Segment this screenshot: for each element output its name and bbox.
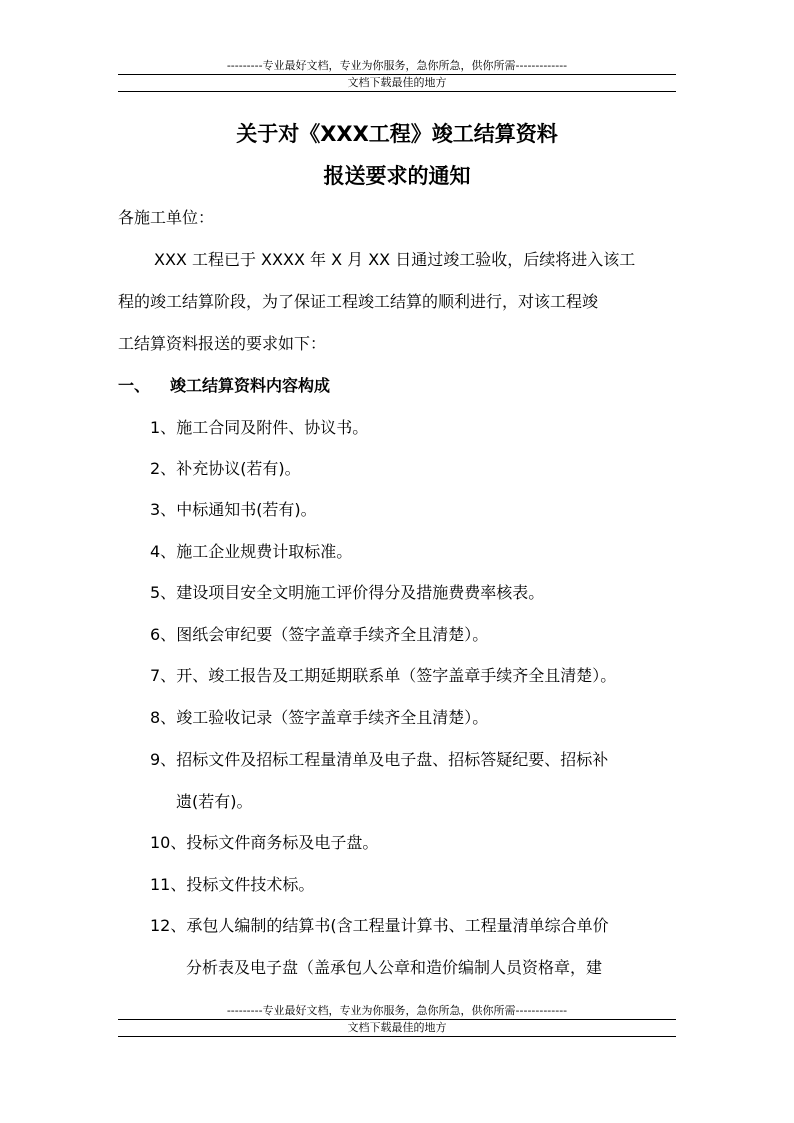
footer-subtitle: 文档下载最佳的地方 bbox=[118, 1020, 676, 1037]
intro-line-2: 程的竣工结算阶段，为了保证工程竣工结算的顺利进行，对该工程竣 bbox=[118, 292, 599, 311]
list-item-continuation: 遗(若有)。 bbox=[176, 792, 253, 811]
item-text: 招标文件及招标工程量清单及电子盘、招标答疑纪要、招标补 bbox=[176, 750, 609, 769]
section-number: 一、 bbox=[118, 376, 151, 395]
item-text: 建设项目安全文明施工评价得分及措施费费率核表。 bbox=[176, 583, 545, 602]
section-title: 竣工结算资料内容构成 bbox=[170, 376, 331, 395]
item-number: 9、 bbox=[150, 750, 177, 769]
item-text: 承包人编制的结算书(含工程量计算书、工程量清单综合单价 bbox=[186, 916, 609, 935]
item-number: 6、 bbox=[150, 625, 177, 644]
intro-line-1: XXX 工程已于 XXXX 年 X 月 XX 日通过竣工验收，后续将进入该工 bbox=[154, 250, 636, 269]
intro-line-3: 工结算资料报送的要求如下： bbox=[118, 334, 327, 353]
item-number: 10、 bbox=[150, 833, 187, 852]
item-number: 2、 bbox=[150, 459, 177, 478]
list-item bbox=[150, 456, 301, 479]
item-number: 3、 bbox=[150, 500, 177, 519]
list-item bbox=[150, 415, 368, 438]
document-title-line1: 关于对《XXX工程》竣工结算资料 bbox=[236, 122, 558, 146]
header-slogan: ---------专业最好文档，专业为你服务，急你所急，供你所需------------- bbox=[118, 58, 676, 75]
salutation: 各施工单位： bbox=[118, 208, 215, 227]
item-number: 8、 bbox=[150, 708, 177, 727]
list-item bbox=[150, 539, 352, 562]
item-number: 11、 bbox=[150, 875, 187, 894]
page-header bbox=[118, 58, 676, 92]
item-text: 中标通知书(若有)。 bbox=[176, 500, 317, 519]
list-item bbox=[150, 872, 314, 895]
list-item bbox=[150, 747, 608, 770]
item-text: 补充协议(若有)。 bbox=[176, 459, 301, 478]
page-footer bbox=[118, 1003, 676, 1037]
item-text: 投标文件技术标。 bbox=[186, 875, 315, 894]
item-text: 投标文件商务标及电子盘。 bbox=[186, 833, 379, 852]
list-item bbox=[150, 830, 378, 853]
item-text: 竣工验收记录（签字盖章手续齐全且清楚）。 bbox=[176, 708, 489, 727]
list-item bbox=[150, 622, 488, 645]
header-subtitle: 文档下载最佳的地方 bbox=[118, 75, 676, 92]
item-number: 12、 bbox=[150, 916, 187, 935]
list-item bbox=[150, 705, 488, 728]
item-number: 1、 bbox=[150, 418, 177, 437]
document-title-line2: 报送要求的通知 bbox=[323, 164, 471, 188]
item-text: 图纸会审纪要（签字盖章手续齐全且清楚）。 bbox=[176, 625, 489, 644]
list-item bbox=[150, 580, 544, 603]
item-number: 5、 bbox=[150, 583, 177, 602]
item-number: 7、 bbox=[150, 666, 177, 685]
list-item bbox=[150, 663, 616, 686]
item-text: 施工合同及附件、协议书。 bbox=[176, 418, 369, 437]
item-text: 开、竣工报告及工期延期联系单（签字盖章手续齐全且清楚）。 bbox=[176, 666, 617, 685]
list-item-continuation: 分析表及电子盘（盖承包人公章和造价编制人员资格章，建 bbox=[186, 958, 603, 977]
footer-slogan: ---------专业最好文档，专业为你服务，急你所急，供你所需------------- bbox=[118, 1003, 676, 1020]
item-text: 施工企业规费计取标准。 bbox=[176, 542, 353, 561]
list-item bbox=[150, 497, 317, 520]
list-item bbox=[150, 913, 609, 936]
section-heading bbox=[118, 373, 330, 396]
item-number: 4、 bbox=[150, 542, 177, 561]
